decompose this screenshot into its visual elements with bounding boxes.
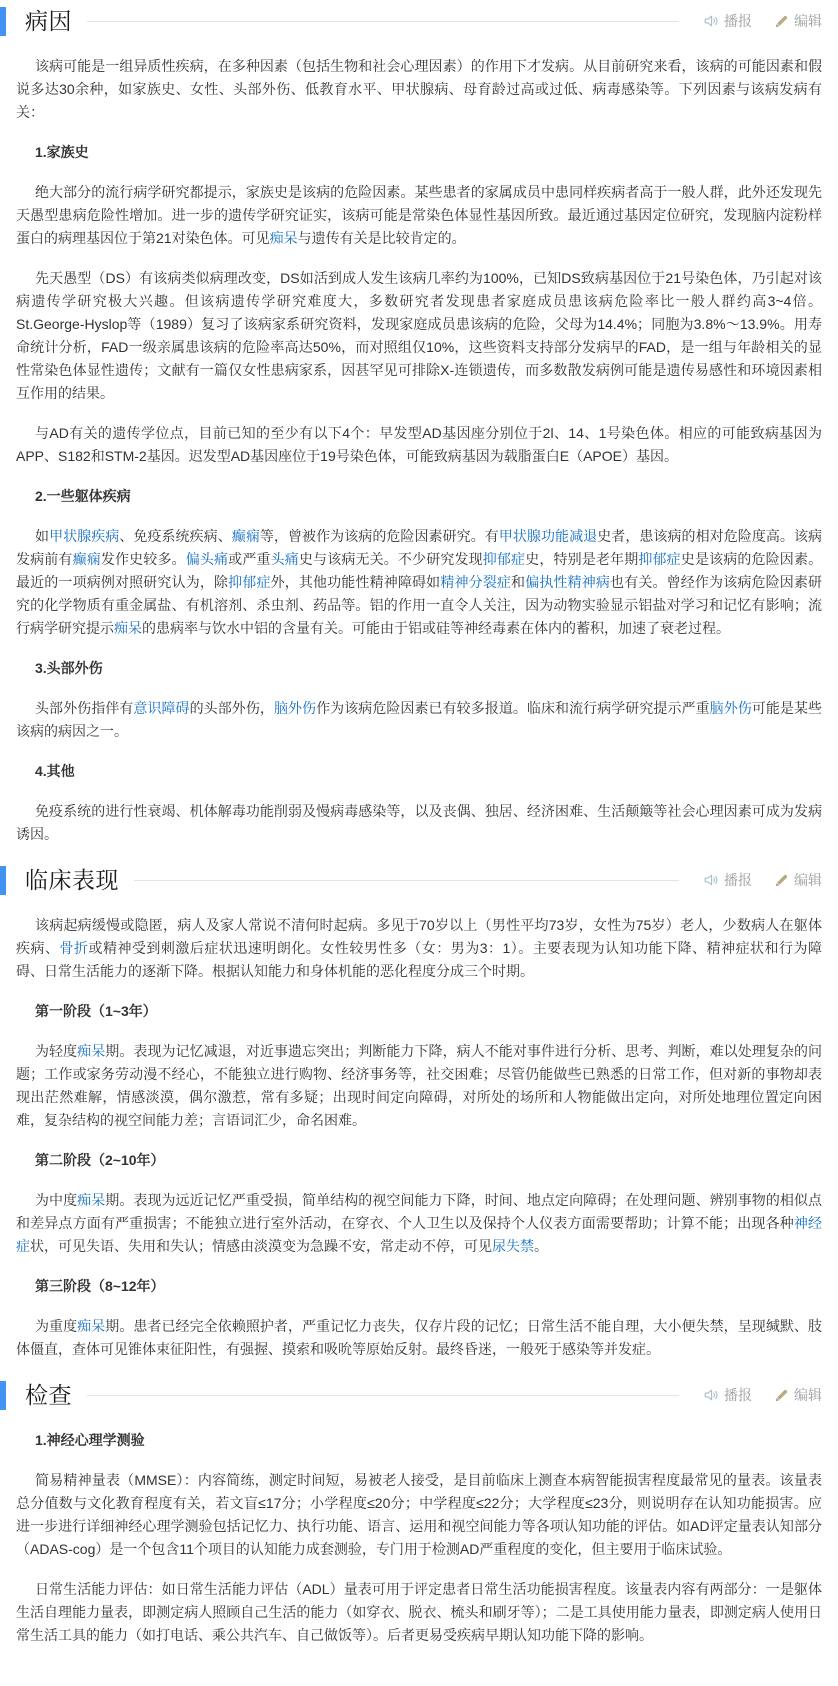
subheading: 第二阶段（2~10年）	[35, 1152, 165, 1168]
section-body	[0, 1429, 838, 1647]
play-audio-label: 播报	[724, 1387, 752, 1403]
pencil-icon	[774, 14, 789, 29]
section-body	[0, 914, 838, 1361]
term-link[interactable]: 精神分裂症	[440, 574, 512, 590]
term-link[interactable]: 骨折	[59, 940, 89, 956]
section-divider	[87, 1395, 679, 1396]
play-audio-button[interactable]	[703, 872, 752, 888]
section-header	[0, 863, 838, 897]
term-link[interactable]: 尿失禁	[492, 1238, 534, 1254]
section-divider	[134, 880, 679, 881]
section-body	[0, 55, 838, 846]
paragraph: 绝大部分的流行病学研究都提示，家族史是该病的危险因素。某些患者的家属成员中患同样疾病者高于一般人群，此外还发现先天愚型患病危险性增加。进一步的遗传学研究证实，该病可能是常染色体显性基因所致。最近通过基因定位研究，发现脑内淀粉样蛋白的病理基因位于第21对染色体。可见痴呆与遗传有关是比较肯定的。	[16, 184, 822, 246]
section-etiology	[0, 4, 838, 846]
section-divider	[87, 21, 679, 22]
play-audio-button[interactable]	[703, 1387, 752, 1403]
paragraph: 与AD有关的遗传学位点，目前已知的至少有以下4个：早发型AD基因座分别位于2l、14、1号染色体。相应的可能致病基因为APP、S182和STM-2基因。迟发型AD基因座位于19号染色体，可能致病基因为载脂蛋白E（APOE）基因。	[16, 425, 822, 464]
play-audio-label: 播报	[724, 13, 752, 29]
term-link[interactable]: 痴呆	[269, 230, 298, 246]
term-link[interactable]: 痴呆	[114, 620, 142, 636]
section-clinical-manifestations	[0, 863, 838, 1361]
term-link[interactable]: 脑外伤	[709, 700, 752, 716]
term-link[interactable]: 抑郁症	[638, 551, 681, 567]
paragraph: 头部外伤指伴有意识障碍的头部外伤，脑外伤作为该病危险因素已有较多报道。临床和流行病学研究提示严重脑外伤可能是某些该病的病因之一。	[16, 700, 823, 739]
term-link[interactable]: 痴呆	[77, 1318, 106, 1334]
edit-button[interactable]	[774, 14, 822, 29]
term-link[interactable]: 痴呆	[77, 1192, 106, 1208]
edit-button[interactable]	[774, 873, 822, 888]
play-audio-label: 播报	[724, 872, 752, 888]
subheading: 第一阶段（1~3年）	[35, 1003, 157, 1019]
section-title: 病因	[25, 8, 72, 34]
subheading: 4.其他	[35, 763, 75, 779]
term-link[interactable]: 神经症	[16, 1215, 823, 1254]
section-examinations	[0, 1378, 838, 1647]
term-link[interactable]: 癫痫	[72, 551, 101, 567]
subheading: 1.神经心理学测验	[35, 1432, 145, 1448]
paragraph: 为轻度痴呆期。表现为记忆减退，对近事遗忘突出；判断能力下降，病人不能对事件进行分析、思考、判断，难以处理复杂的问题；工作或家务劳动漫不经心，不能独立进行购物、经济事务等，社交困难；尽管仍能做些已熟悉的日常工作，但对新的事物却表现出茫然难解，情感淡漠，偶尔激惹，常有多疑；出现时间定向障碍，对所处的场所和人物能做出定向，对所处地理位置定向困难，复杂结构的视空间能力差；言语词汇少，命名困难。	[16, 1043, 823, 1128]
speaker-icon	[703, 872, 719, 888]
term-link[interactable]: 偏执性精神病	[525, 574, 611, 590]
term-link[interactable]: 甲状腺疾病	[49, 528, 120, 544]
paragraph: 日常生活能力评估：如日常生活能力评估（ADL）量表可用于评定患者日常生活功能损害程度。该量表内容有两部分：一是躯体生活自理能力量表，即测定病人照顾自己生活的能力（如穿衣、脱衣、梳头和刷牙等）；二是工具使用能力量表，即测定病人使用日常生活工具的能力（如打电话、乘公共汽车、自己做饭等）。后者更易受疾病早期认知功能下降的影响。	[16, 1581, 822, 1643]
edit-label: 编辑	[794, 13, 822, 29]
subheading: 第三阶段（8~12年）	[35, 1278, 165, 1294]
paragraph: 该病可能是一组异质性疾病，在多种因素（包括生物和社会心理因素）的作用下才发病。从目前研究来看，该病的可能因素和假说多达30余种，如家族史、女性、头部外伤、低教育水平、甲状腺病、母育龄过高或过低、病毒感染等。下列因素与该病发病有关：	[16, 58, 822, 120]
section-title: 临床表现	[25, 867, 119, 893]
paragraph: 免疫系统的进行性衰竭、机体解毒功能削弱及慢病毒感染等，以及丧偶、独居、经济困难、生活颠簸等社会心理因素可成为发病诱因。	[16, 803, 822, 842]
term-link[interactable]: 抑郁症	[228, 574, 271, 590]
paragraph: 为中度痴呆期。表现为远近记忆严重受损，简单结构的视空间能力下降，时间、地点定向障碍；在处理问题、辨别事物的相似点和差异点方面有严重损害；不能独立进行室外活动，在穿衣、个人卫生以及保持个人仪表方面需要帮助；计算不能；出现各种神经症状，可见失语、失用和失认；情感由淡漠变为急躁不安，常走动不停，可见尿失禁。	[16, 1192, 823, 1254]
paragraph: 简易精神量表（MMSE）：内容简练，测定时间短，易被老人接受，是目前临床上测查本病智能损害程度最常见的量表。该量表总分值数与文化教育程度有关，若文盲≤17分；小学程度≤20分；中学程度≤22分；大学程度≤23分，则说明存在认知功能损害。应进一步进行详细神经心理学测验包括记忆力、执行功能、语言、运用和视空间能力等各项认知功能的评估。如AD评定量表认知部分（ADAS-cog）是一个包含11个项目的认知能力成套测验，专门用于检测AD严重程度的变化，但主要用于临床试验。	[16, 1472, 822, 1557]
term-link[interactable]: 脑外伤	[273, 700, 317, 716]
term-link[interactable]: 癫痫	[231, 528, 260, 544]
paragraph: 为重度痴呆期。患者已经完全依赖照护者，严重记忆力丧失，仅存片段的记忆；日常生活不能自理，大小便失禁，呈现缄默、肢体僵直，查体可见锥体束征阳性，有强握、摸索和吸吮等原始反射。最终昏迷，一般死于感染等并发症。	[16, 1318, 823, 1357]
section-title: 检查	[25, 1382, 72, 1408]
section-accent-bar	[0, 1381, 6, 1410]
edit-label: 编辑	[794, 1387, 822, 1403]
pencil-icon	[774, 873, 789, 888]
subheading: 2.一些躯体疾病	[35, 488, 131, 504]
term-link[interactable]: 意识障碍	[133, 700, 190, 716]
paragraph: 先天愚型（DS）有该病类似病理改变，DS如活到成人发生该病几率约为100%，已知DS致病基因位于21号染色体，乃引起对该病遗传学研究极大兴趣。但该病遗传学研究难度大，多数研究者发现患者家庭成员患该病危险率比一般人群约高3~4倍。St.George-Hyslop等（1989）复习了该病家系研究资料，发现家庭成员患该病的危险，父母为14.4%；同胞为3.8%～13.9%。用寿命统计分析，FAD一级亲属患该病的危险率高达50%，而对照组仅10%，这些资料支持部分发病早的FAD，是一组与年龄相关的显性常染色体显性遗传；文献有一篇仅女性患病家系，因甚罕见可排除X-连锁遗传，而多数散发病例可能是遗传易感性和环境因素相互作用的结果。	[16, 270, 822, 401]
term-link[interactable]: 痴呆	[77, 1043, 106, 1059]
section-header	[0, 4, 838, 38]
speaker-icon	[703, 1387, 719, 1403]
term-link[interactable]: 头痛	[270, 551, 299, 567]
speaker-icon	[703, 13, 719, 29]
term-link[interactable]: 抑郁症	[482, 551, 526, 567]
paragraph: 该病起病缓慢或隐匿，病人及家人常说不清何时起病。多见于70岁以上（男性平均73岁，女性为75岁）老人，少数病人在躯体疾病、骨折或精神受到刺激后症状迅速明朗化。女性较男性多（女：男为3：1）。主要表现为认知功能下降、精神症状和行为障碍、日常生活能力的逐渐下降。根据认知能力和身体机能的恶化程度分成三个时期。	[16, 917, 823, 979]
term-link[interactable]: 甲状腺功能减退	[498, 528, 598, 544]
edit-label: 编辑	[794, 872, 822, 888]
section-accent-bar	[0, 866, 6, 895]
section-header	[0, 1378, 838, 1412]
paragraph: 如甲状腺疾病、免疫系统疾病、癫痫等，曾被作为该病的危险因素研究。有甲状腺功能减退史者，患该病的相对危险度高。该病发病前有癫痫发作史较多。偏头痛或严重头痛史与该病无关。不少研究发现抑郁症史，特别是老年期抑郁症史是该病的危险因素。最近的一项病例对照研究认为，除抑郁症外，其他功能性精神障碍如精神分裂症和偏执性精神病也有关。曾经作为该病危险因素研究的化学物质有重金属盐、有机溶剂、杀虫剂、药品等。铝的作用一直令人关注，因为动物实验显示铝盐对学习和记忆有影响；流行病学研究提示痴呆的患病率与饮水中铝的含量有关。可能由于铝或硅等神经毒素在体内的蓄积，加速了衰老过程。	[16, 528, 823, 636]
play-audio-button[interactable]	[703, 13, 752, 29]
term-link[interactable]: 偏头痛	[185, 551, 229, 567]
subheading: 3.头部外伤	[35, 660, 103, 676]
edit-button[interactable]	[774, 1388, 822, 1403]
pencil-icon	[774, 1388, 789, 1403]
subheading: 1.家族史	[35, 144, 89, 160]
section-accent-bar	[0, 7, 6, 36]
